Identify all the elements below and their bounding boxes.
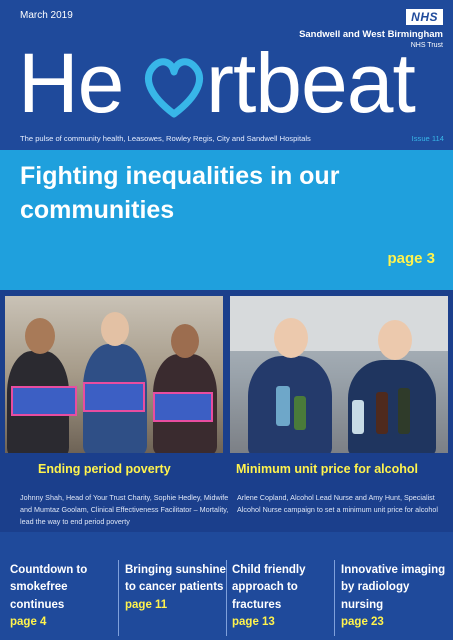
teaser-title: Countdown to smokefree continues: [10, 564, 88, 611]
teaser-title: Child friendly approach to fractures: [232, 564, 306, 611]
teaser-radiology[interactable]: [341, 562, 449, 638]
teaser-page[interactable]: page 23: [341, 615, 384, 628]
teaser-divider: [118, 560, 119, 636]
teaser-sunshine[interactable]: [125, 562, 229, 638]
lead-feature-page[interactable]: page 3: [387, 250, 435, 267]
product-box: [83, 382, 145, 412]
masthead-tagline: The pulse of community health, Leasowes, Rowley Regis, City and Sandwell Hospitals: [20, 134, 311, 143]
bottle: [294, 396, 306, 430]
lead-feature[interactable]: [0, 150, 453, 290]
trust-subtitle: NHS Trust: [410, 42, 443, 49]
teaser-page[interactable]: page 4: [10, 615, 47, 628]
story-title-period-poverty[interactable]: Ending period poverty: [38, 462, 171, 476]
person-head: [25, 318, 55, 354]
teaser-divider: [334, 560, 335, 636]
bottle: [376, 392, 388, 434]
person-figure: [248, 356, 332, 453]
teaser-fractures[interactable]: [232, 562, 336, 638]
teaser-smokefree[interactable]: [10, 562, 114, 638]
story-caption-period-poverty: Johnny Shah, Head of Your Trust Charity, Sophie Hedley, Midwife and Mumtaz Goolam, Clinical Effectiveness Facilitator – Mortality, lead the way to end period poverty: [20, 493, 229, 526]
person-head: [101, 312, 129, 346]
story-title-alcohol-price[interactable]: Minimum unit price for alcohol: [236, 462, 418, 476]
noticeboard: [230, 296, 448, 351]
masthead-prefix: He: [18, 36, 124, 130]
nhs-logo: NHS: [406, 9, 443, 25]
period-poverty-photo: [5, 296, 223, 453]
person-head: [274, 318, 308, 358]
teaser-title: Innovative imaging by radiology nursing: [341, 564, 446, 611]
bottle: [276, 386, 290, 426]
issue-date: March 2019: [20, 10, 73, 21]
issue-number: Issue 114: [411, 134, 444, 143]
product-box: [153, 392, 213, 422]
teaser-page[interactable]: page 13: [232, 615, 275, 628]
trust-name: Sandwell and West Birmingham: [299, 29, 443, 40]
teaser-page[interactable]: page 11: [125, 598, 168, 611]
heartbeat-masthead: [18, 34, 438, 134]
teaser-title: Bringing sunshine to cancer patients: [125, 564, 226, 594]
product-box: [11, 386, 77, 416]
masthead-header: [0, 0, 453, 150]
story-caption-alcohol-price: Arlene Copland, Alcohol Lead Nurse and Amy Hunt, Specialist Alcohol Nurse campaign to set a minimum unit price for alcohol: [237, 493, 438, 514]
person-head: [378, 320, 412, 360]
heart-icon: [148, 62, 199, 114]
alcohol-price-photo: [230, 296, 448, 453]
lead-feature-title: Fighting inequalities in our communities: [20, 162, 340, 224]
person-head: [171, 324, 199, 358]
bottle: [398, 388, 410, 434]
heartbeat-wordmark: [18, 34, 438, 134]
teaser-divider: [226, 560, 227, 636]
masthead-suffix: rtbeat: [206, 36, 415, 130]
bottle: [352, 400, 364, 434]
